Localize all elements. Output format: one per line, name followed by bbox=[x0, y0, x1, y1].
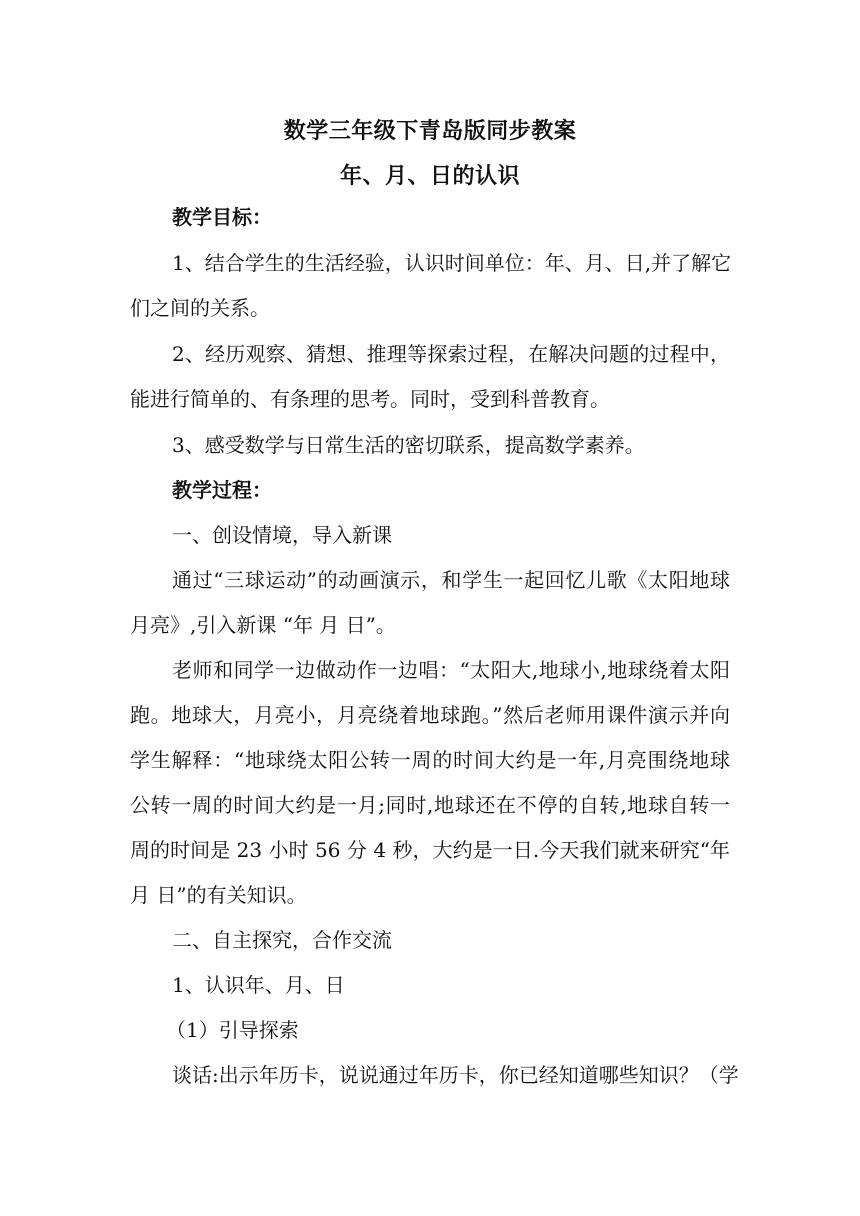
paragraph-line: 3、感受数学与日常生活的密切联系，提高数学素养。 bbox=[172, 433, 645, 457]
paragraph-line: 公转一周的时间大约是一月;同时,地球还在不停的自转,地球自转一 bbox=[130, 793, 730, 817]
paragraph-line: 谈话:出示年历卡，说说通过年历卡，你已经知道哪些知识？（学 bbox=[172, 1063, 739, 1087]
paragraph-line: 月亮》,引入新课 “年 月 日”。 bbox=[130, 613, 396, 637]
paragraph-line: 二、自主探究，合作交流 bbox=[172, 928, 392, 952]
paragraph-line: 2、经历观察、猜想、推理等探索过程，在解决问题的过程中， bbox=[172, 342, 730, 366]
paragraph-line: 一、创设情境，导入新课 bbox=[172, 523, 392, 547]
paragraph-line: 通过“三球运动”的动画演示，和学生一起回忆儿歌《太阳地球 bbox=[172, 568, 730, 592]
paragraph-line: 能进行简单的、有条理的思考。同时，受到科普教育。 bbox=[130, 387, 610, 411]
document-title: 数学三年级下青岛版同步教案 bbox=[283, 119, 577, 144]
paragraph-line: 们之间的关系。 bbox=[130, 296, 270, 320]
section-heading-goals: 教学目标： bbox=[172, 205, 272, 229]
paragraph-line: 周的时间是 23 小时 56 分 4 秒，大约是一日.今天我们就来研究“年 bbox=[130, 838, 730, 862]
paragraph-line: 月 日”的有关知识。 bbox=[130, 883, 307, 907]
paragraph-line: 1、结合学生的生活经验，认识时间单位：年、月、日,并了解它 bbox=[172, 251, 732, 275]
section-heading-process: 教学过程： bbox=[172, 478, 272, 502]
document-subtitle: 年、月、日的认识 bbox=[339, 164, 520, 189]
paragraph-line: 老师和同学一边做动作一边唱：“太阳大,地球小,地球绕着太阳 bbox=[172, 658, 730, 682]
paragraph-line: 跑。地球大，月亮小，月亮绕着地球跑。”然后老师用课件演示并向 bbox=[130, 703, 730, 727]
paragraph-line: 学生解释：“地球绕太阳公转一周的时间大约是一年,月亮围绕地球 bbox=[130, 748, 730, 772]
paragraph-line: 1、认识年、月、日 bbox=[172, 973, 345, 997]
paragraph-line: （1）引导探索 bbox=[166, 1018, 299, 1042]
